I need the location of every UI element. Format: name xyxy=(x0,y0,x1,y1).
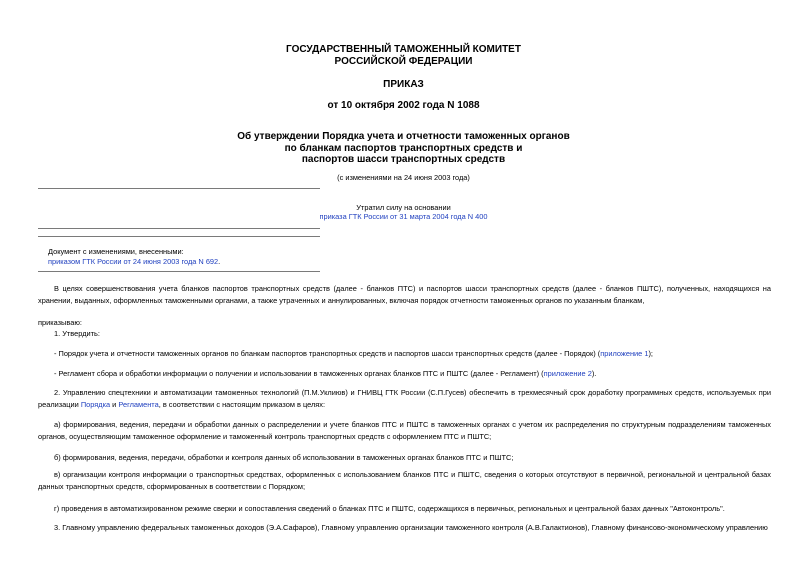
document-type: ПРИКАЗ xyxy=(383,79,424,90)
item-1a: - Порядок учета и отчетности таможенных органов по бланкам паспортов транспортных средств и паспортов шасси транспортных средств (далее - Порядок) (приложение 1); xyxy=(54,349,653,358)
document-date: от 10 октября 2002 года N 1088 xyxy=(327,100,480,111)
item-3: 3. Главному управлению федеральных таможенных доходов (Э.А.Сафаров), Главному управлению организации таможенного контроля (А.В.Галактионов), Главному финансово-экономическому управлению xyxy=(54,523,768,532)
amendments-label: Документ с изменениями, внесенными: xyxy=(48,247,184,256)
title-line-2: по бланкам паспортов транспортных средств и xyxy=(284,143,523,154)
item-2c: в) организации контроля информации о транспортных средствах, оформленных с использованием бланков ПТС и ПШТС, сведения о которых отсутствуют в первичной, региональной и центральной базах данных транспортных средств, сформированных в соответствии с Порядком; xyxy=(38,470,771,491)
item-2a: а) формирования, ведения, передачи и обработки данных о распределении и учете бланков ПТС и ПШТС в таможенных органах с учетом их распределения по структурным подразделениям таможенных органов, осуществляющим таможенное оформление и таможенный контроль транспортных средств с оформлением ПТС и ПШТС; xyxy=(38,420,771,441)
issuer-line-2: РОССИЙСКОЙ ФЕДЕРАЦИИ xyxy=(334,56,473,67)
lost-force-link[interactable]: приказа ГТК России от 31 марта 2004 года N 400 xyxy=(319,212,488,221)
item-1b: - Регламент сбора и обработки информации о получении и использовании в таможенных органах бланков ПТС и ПШТС (далее - Регламент) (приложение 2). xyxy=(54,369,597,378)
divider xyxy=(38,236,320,237)
order-link[interactable]: Порядка xyxy=(80,400,111,409)
item-1: 1. Утвердить: xyxy=(54,329,100,338)
item-2d: г) проведения в автоматизированном режиме сверки и сопоставления сведений о бланках ПТС и ПШТС, содержащихся в первичных, региональных и центральной базах данных "Автоконтроль". xyxy=(54,504,725,513)
amendments-entry: приказом ГТК России от 24 июня 2003 года N 692. xyxy=(48,257,221,266)
issuer-line-1: ГОСУДАРСТВЕННЫЙ ТАМОЖЕННЫЙ КОМИТЕТ xyxy=(286,44,521,55)
divider xyxy=(38,228,320,229)
order-word: приказываю: xyxy=(38,318,82,327)
lost-force-label: Утратил силу на основании xyxy=(356,203,451,212)
appendix-1-link[interactable]: приложение 1 xyxy=(600,349,649,358)
intro-paragraph: В целях совершенствования учета бланков паспортов транспортных средств (далее - бланков ПТС) и паспортов шасси транспортных средств (далее - бланков ПШТС), полученных, находящихся на хранении, выданных, оформленных таможенными органами, а также утраченных и аннулированных, включая порядок отчетности таможенных органов по указанным бланкам, xyxy=(38,284,771,305)
title-line-1: Об утверждении Порядка учета и отчетности таможенных органов xyxy=(237,131,570,142)
item-2: 2. Управлению спецтехники и автоматизации таможенных технологий (П.М.Уклиюв) и ГНИВЦ ГТК России (С.П.Гусев) обеспечить в трехмесячный срок доработку программных средств, используемых при реализации Порядка и Регламента, в соответствии с настоящим приказом в целях: xyxy=(38,388,771,409)
item-2b: б) формирования, ведения, передачи, обработки и контроля данных об использовании в таможенных органах бланков ПТС и ПШТС; xyxy=(54,453,514,462)
regulation-link[interactable]: Регламента xyxy=(118,400,159,409)
amendment-link[interactable]: приказом ГТК России от 24 июня 2003 года N 692 xyxy=(48,257,219,266)
title-line-3: паспортов шасси транспортных средств xyxy=(301,154,506,165)
appendix-2-link[interactable]: приложение 2 xyxy=(543,369,592,378)
divider xyxy=(38,271,320,272)
amendment-note: (с изменениями на 24 июня 2003 года) xyxy=(337,173,470,182)
divider xyxy=(38,188,320,189)
